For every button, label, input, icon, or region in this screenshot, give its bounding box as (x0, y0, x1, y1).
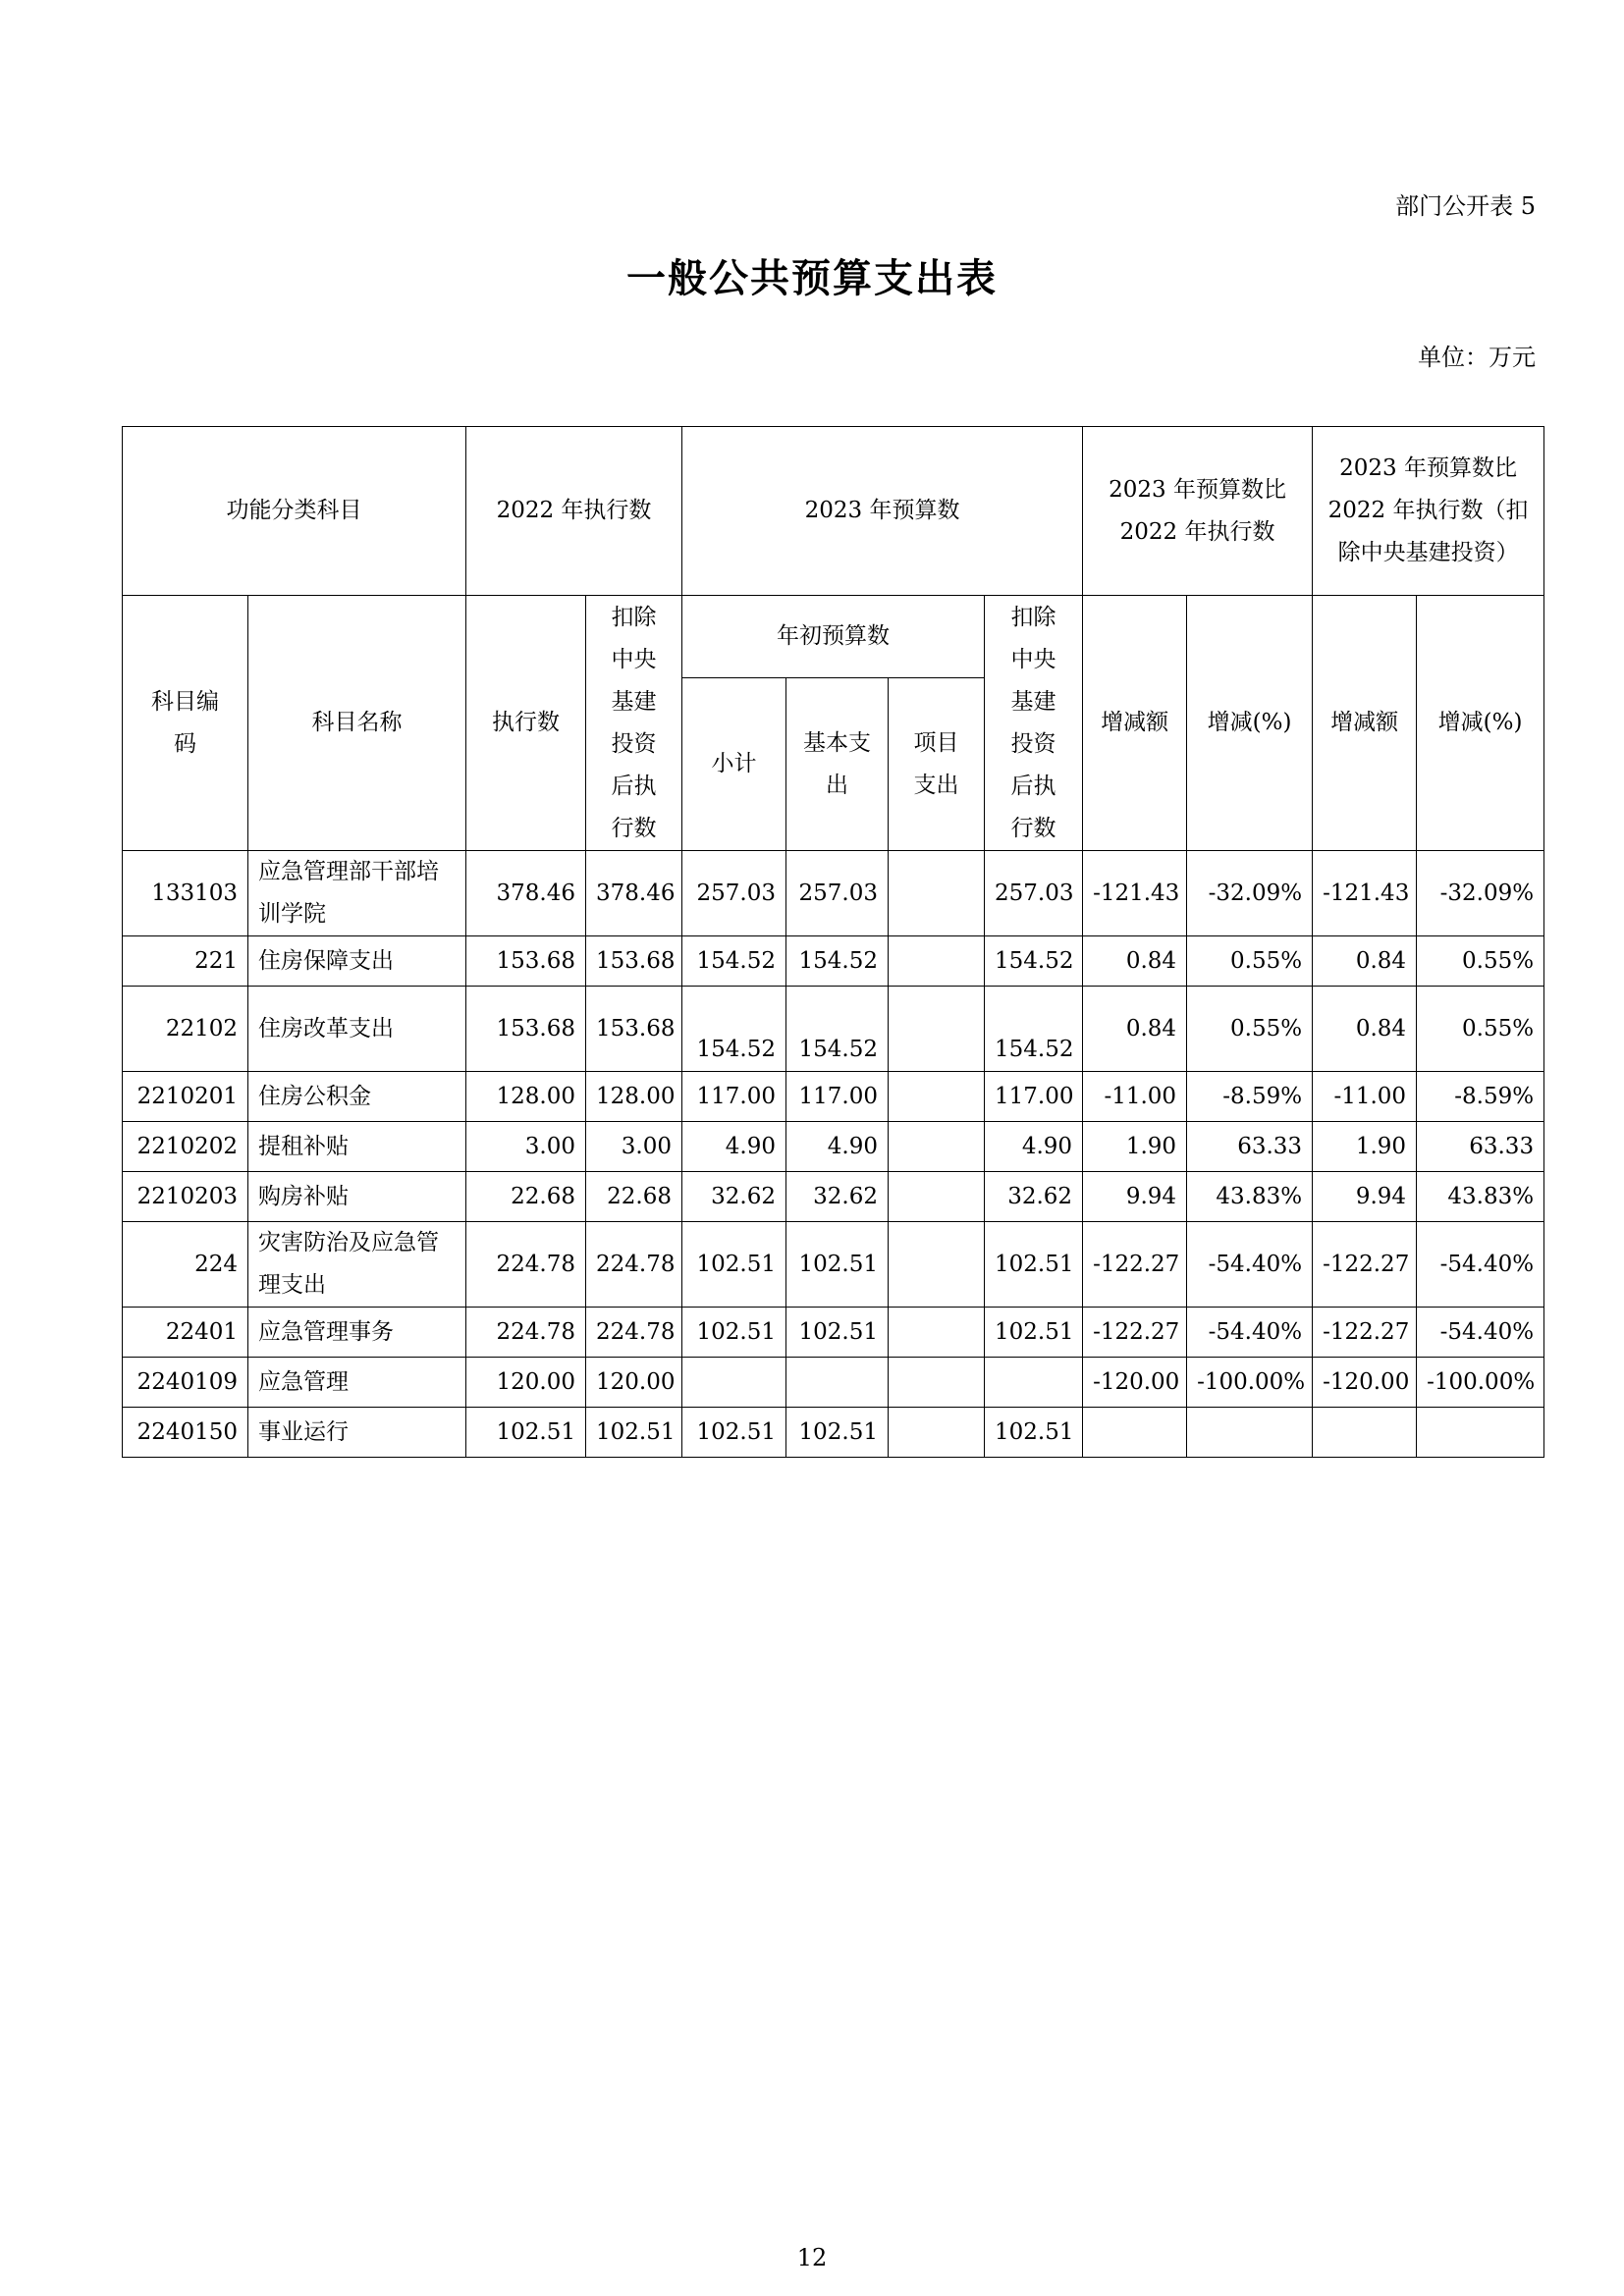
cell-code: 133103 (123, 851, 248, 936)
header-name: 科目名称 (248, 596, 466, 851)
cell-subtotal: 257.03 (682, 851, 786, 936)
header-project: 项目支出 (889, 678, 985, 851)
cell-budget-adjusted: 102.51 (985, 1222, 1083, 1308)
cell-basic: 117.00 (786, 1072, 889, 1122)
cell-basic: 257.03 (786, 851, 889, 936)
cell-change-percent-adjusted: -32.09% (1417, 851, 1544, 936)
header-code: 科目编码 (123, 596, 248, 851)
header-exec-2022: 2022 年执行数 (466, 427, 682, 596)
cell-change-amount-adjusted (1313, 1408, 1417, 1458)
cell-change-amount: 0.84 (1083, 936, 1187, 987)
cell-exec: 378.46 (466, 851, 586, 936)
cell-basic: 154.52 (786, 936, 889, 987)
cell-change-percent: -8.59% (1187, 1072, 1313, 1122)
cell-exec-adjusted: 3.00 (586, 1122, 682, 1172)
cell-exec: 128.00 (466, 1072, 586, 1122)
cell-subtotal: 102.51 (682, 1408, 786, 1458)
table-row (123, 1072, 1544, 1122)
cell-name: 提租补贴 (248, 1122, 466, 1172)
cell-change-amount-adjusted: -122.27 (1313, 1222, 1417, 1308)
cell-name: 灾害防治及应急管理支出 (248, 1222, 466, 1308)
cell-subtotal: 117.00 (682, 1072, 786, 1122)
unit-label: 单位：万元 (1418, 344, 1536, 371)
table-row (123, 1172, 1544, 1222)
cell-budget-adjusted: 257.03 (985, 851, 1083, 936)
cell-subtotal: 154.52 (682, 987, 786, 1072)
cell-change-amount: 0.84 (1083, 987, 1187, 1072)
cell-change-amount-adjusted: -122.27 (1313, 1308, 1417, 1358)
cell-name: 住房公积金 (248, 1072, 466, 1122)
cell-budget-adjusted: 32.62 (985, 1172, 1083, 1222)
cell-change-amount-adjusted: -121.43 (1313, 851, 1417, 936)
cell-exec: 153.68 (466, 987, 586, 1072)
cell-exec: 3.00 (466, 1122, 586, 1172)
cell-project (889, 1308, 985, 1358)
cell-change-percent: -100.00% (1187, 1358, 1313, 1408)
cell-subtotal: 4.90 (682, 1122, 786, 1172)
cell-change-percent-adjusted: -54.40% (1417, 1308, 1544, 1358)
cell-change-amount: -11.00 (1083, 1072, 1187, 1122)
cell-exec-adjusted: 378.46 (586, 851, 682, 936)
header-func-class: 功能分类科目 (123, 427, 466, 596)
cell-basic: 102.51 (786, 1408, 889, 1458)
cell-change-percent: -54.40% (1187, 1222, 1313, 1308)
cell-project (889, 1122, 985, 1172)
cell-name: 应急管理 (248, 1358, 466, 1408)
cell-exec-adjusted: 224.78 (586, 1222, 682, 1308)
cell-change-percent: 43.83% (1187, 1172, 1313, 1222)
cell-change-amount-adjusted: 0.84 (1313, 987, 1417, 1072)
cell-code: 2210202 (123, 1122, 248, 1172)
cell-budget-adjusted: 117.00 (985, 1072, 1083, 1122)
cell-code: 2240109 (123, 1358, 248, 1408)
header-compare-exec: 2023 年预算数比2022 年执行数 (1083, 427, 1313, 596)
cell-name: 购房补贴 (248, 1172, 466, 1222)
cell-change-amount: -122.27 (1083, 1222, 1187, 1308)
cell-code: 22401 (123, 1308, 248, 1358)
document-label: 部门公开表 5 (1395, 192, 1536, 220)
cell-change-amount (1083, 1408, 1187, 1458)
header-compare-exec-adjusted: 2023 年预算数比2022 年执行数（扣除中央基建投资） (1313, 427, 1544, 596)
header-exec-adjusted: 扣除中央基建投资后执行数 (586, 596, 682, 851)
cell-change-percent-adjusted: 43.83% (1417, 1172, 1544, 1222)
cell-project (889, 1072, 985, 1122)
cell-change-percent: -54.40% (1187, 1308, 1313, 1358)
cell-exec: 120.00 (466, 1358, 586, 1408)
cell-exec-adjusted: 153.68 (586, 987, 682, 1072)
cell-change-percent-adjusted: -8.59% (1417, 1072, 1544, 1122)
cell-project (889, 851, 985, 936)
cell-budget-adjusted (985, 1358, 1083, 1408)
cell-change-amount: -121.43 (1083, 851, 1187, 936)
cell-budget-adjusted: 102.51 (985, 1308, 1083, 1358)
cell-project (889, 987, 985, 1072)
cell-exec-adjusted: 128.00 (586, 1072, 682, 1122)
cell-change-amount: -120.00 (1083, 1358, 1187, 1408)
cell-change-amount-adjusted: 0.84 (1313, 936, 1417, 987)
budget-table (122, 426, 1544, 1458)
cell-subtotal: 32.62 (682, 1172, 786, 1222)
cell-exec: 224.78 (466, 1222, 586, 1308)
header-change-amount: 增减额 (1083, 596, 1187, 851)
header-change-amount-adjusted: 增减额 (1313, 596, 1417, 851)
cell-project (889, 936, 985, 987)
cell-exec-adjusted: 153.68 (586, 936, 682, 987)
cell-budget-adjusted: 4.90 (985, 1122, 1083, 1172)
header-budget-adjusted: 扣除中央基建投资后执行数 (985, 596, 1083, 851)
cell-change-percent-adjusted: -100.00% (1417, 1358, 1544, 1408)
header-budget-2023: 2023 年预算数 (682, 427, 1083, 596)
cell-subtotal: 102.51 (682, 1308, 786, 1358)
cell-code: 2240150 (123, 1408, 248, 1458)
table-row (123, 851, 1544, 936)
cell-basic: 154.52 (786, 987, 889, 1072)
cell-change-percent: 0.55% (1187, 987, 1313, 1072)
cell-change-amount-adjusted: -120.00 (1313, 1358, 1417, 1408)
cell-code: 221 (123, 936, 248, 987)
cell-project (889, 1172, 985, 1222)
cell-basic (786, 1358, 889, 1408)
cell-change-percent: -32.09% (1187, 851, 1313, 936)
cell-project (889, 1222, 985, 1308)
header-change-percent-adjusted: 增减(%) (1417, 596, 1544, 851)
cell-change-amount: 1.90 (1083, 1122, 1187, 1172)
cell-budget-adjusted: 154.52 (985, 987, 1083, 1072)
cell-code: 2210203 (123, 1172, 248, 1222)
cell-exec-adjusted: 120.00 (586, 1358, 682, 1408)
cell-change-percent (1187, 1408, 1313, 1458)
cell-subtotal: 102.51 (682, 1222, 786, 1308)
table-row (123, 1222, 1544, 1308)
header-change-percent: 增减(%) (1187, 596, 1313, 851)
cell-name: 应急管理部干部培训学院 (248, 851, 466, 936)
header-basic: 基本支出 (786, 678, 889, 851)
cell-subtotal (682, 1358, 786, 1408)
cell-change-percent: 0.55% (1187, 936, 1313, 987)
cell-change-percent-adjusted: 0.55% (1417, 987, 1544, 1072)
cell-name: 住房保障支出 (248, 936, 466, 987)
cell-basic: 4.90 (786, 1122, 889, 1172)
cell-exec: 102.51 (466, 1408, 586, 1458)
cell-name: 住房改革支出 (248, 987, 466, 1072)
table-row (123, 1408, 1544, 1458)
cell-exec: 22.68 (466, 1172, 586, 1222)
table-row (123, 1122, 1544, 1172)
cell-basic: 102.51 (786, 1222, 889, 1308)
header-exec: 执行数 (466, 596, 586, 851)
cell-project (889, 1358, 985, 1408)
cell-change-amount-adjusted: 1.90 (1313, 1122, 1417, 1172)
cell-code: 2210201 (123, 1072, 248, 1122)
cell-change-amount-adjusted: -11.00 (1313, 1072, 1417, 1122)
cell-exec: 224.78 (466, 1308, 586, 1358)
cell-change-percent-adjusted: 0.55% (1417, 936, 1544, 987)
cell-subtotal: 154.52 (682, 936, 786, 987)
cell-change-percent: 63.33 (1187, 1122, 1313, 1172)
cell-exec-adjusted: 22.68 (586, 1172, 682, 1222)
cell-name: 应急管理事务 (248, 1308, 466, 1358)
cell-exec: 153.68 (466, 936, 586, 987)
cell-exec-adjusted: 224.78 (586, 1308, 682, 1358)
cell-code: 224 (123, 1222, 248, 1308)
cell-change-amount: -122.27 (1083, 1308, 1187, 1358)
page-title: 一般公共预算支出表 (626, 256, 998, 301)
table-row (123, 1358, 1544, 1408)
cell-change-amount-adjusted: 9.94 (1313, 1172, 1417, 1222)
cell-name: 事业运行 (248, 1408, 466, 1458)
cell-code: 22102 (123, 987, 248, 1072)
cell-change-percent-adjusted: 63.33 (1417, 1122, 1544, 1172)
table-row (123, 1308, 1544, 1358)
cell-budget-adjusted: 102.51 (985, 1408, 1083, 1458)
table-row (123, 936, 1544, 987)
header-subtotal: 小计 (682, 678, 786, 851)
cell-budget-adjusted: 154.52 (985, 936, 1083, 987)
cell-exec-adjusted: 102.51 (586, 1408, 682, 1458)
header-initial-budget: 年初预算数 (682, 596, 985, 678)
cell-change-amount: 9.94 (1083, 1172, 1187, 1222)
page-number: 12 (796, 2244, 828, 2271)
cell-change-percent-adjusted (1417, 1408, 1544, 1458)
cell-basic: 32.62 (786, 1172, 889, 1222)
table-row (123, 987, 1544, 1072)
cell-change-percent-adjusted: -54.40% (1417, 1222, 1544, 1308)
cell-basic: 102.51 (786, 1308, 889, 1358)
cell-project (889, 1408, 985, 1458)
